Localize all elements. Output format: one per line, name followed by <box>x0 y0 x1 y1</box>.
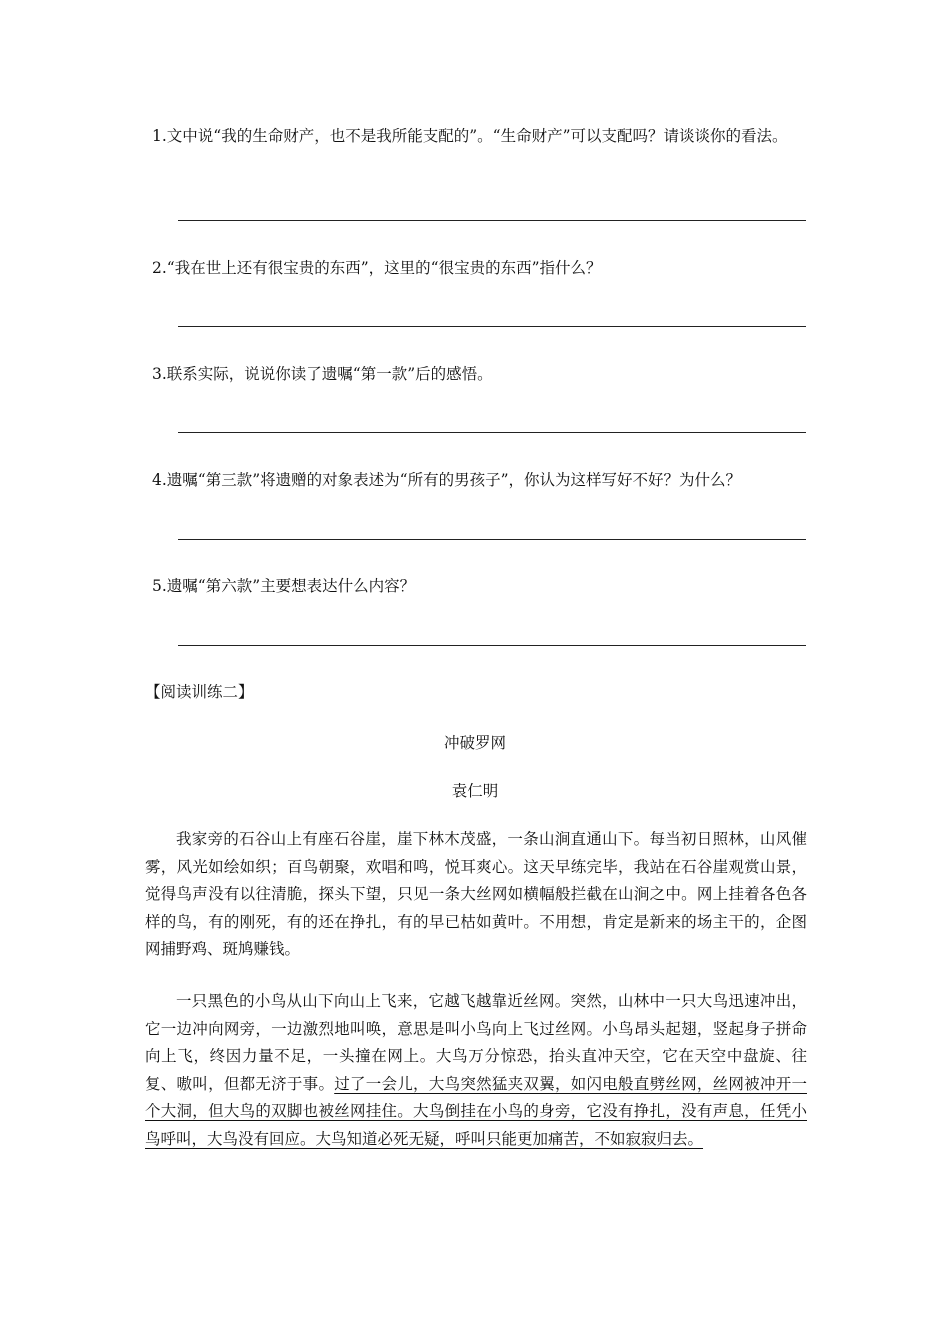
answer-line-4 <box>178 539 806 540</box>
question-2-text: “我在世上还有很宝贵的东西”，这里的“很宝贵的东西”指什么？ <box>166 259 602 277</box>
passage-paragraph-2 <box>145 988 807 1153</box>
question-3 <box>145 359 815 389</box>
passage-paragraph-1: 我家旁的石谷山上有座石谷崖，崖下林木茂盛，一条山涧直通山下。每当初日照林，山风催雾，风光如绘如织；百鸟朝聚，欢唱和鸣，悦耳爽心。这天早练完毕，我站在石谷崖观赏山景，觉得鸟声没有以往清脆，探头下望，只见一条大丝网如横幅般拦截在山涧之中。网上挂着各色各样的鸟，有的刚死，有的还在挣扎，有的早已枯如黄叶。不用想，肯定是新来的场主干的，企图网捕野鸡、斑鸠赚钱。 <box>145 830 807 958</box>
question-2-number: 2. <box>152 259 167 277</box>
paragraph-2-text: 一只黑色的小鸟从山下向山上飞来，它越飞越靠近丝网。突然，山林中一只大鸟迅速冲出，它一边冲向网旁，一边激烈地叫唤，意思是叫小鸟向上飞过丝网。小鸟昂头起翅，竖起身子拼命向上飞，终因力量不足，一头撞在网上。大鸟万分惊恐，抬头直冲天空，它在天空中盘旋、往复、嗷叫，但都无济于事。 <box>145 992 807 1093</box>
question-4-number: 4. <box>152 471 167 489</box>
question-1-text: 文中说“我的生命财产，也不是我所能支配的”。“生命财产”可以支配吗？请谈谈你的看法。 <box>166 127 788 145</box>
answer-line-1 <box>178 220 806 221</box>
question-5-text: 遗嘱“第六款”主要想表达什么内容？ <box>166 577 416 595</box>
underlined-sentence: 过了一会儿，大鸟突然猛夹双翼，如闪电般直劈丝网，丝网被冲开一个大洞，但大鸟的双脚也被丝网挂住。大鸟倒挂在小鸟的身旁，它没有挣扎，没有声息，任凭小鸟呼叫，大鸟没有回应。大鸟知道必死无疑，呼叫只能更加痛苦，不如寂寂归去。 <box>145 1074 807 1148</box>
question-1 <box>145 121 815 151</box>
question-5-number: 5. <box>152 577 167 595</box>
answer-line-3 <box>178 432 806 433</box>
answer-line-5 <box>178 645 806 646</box>
question-4 <box>145 465 815 495</box>
question-1-number: 1. <box>152 127 167 145</box>
question-3-number: 3. <box>152 365 167 383</box>
question-4-text: 遗嘱“第三款”将遗赠的对象表述为“所有的男孩子”，你认为这样写好不好？为什么？ <box>166 471 741 489</box>
answer-line-2 <box>178 326 806 327</box>
passage-author: 袁仁明 <box>451 782 499 800</box>
question-2 <box>145 253 815 283</box>
question-5 <box>145 571 815 601</box>
passage-title: 冲破罗网 <box>443 734 506 752</box>
question-3-text: 联系实际，说说你读了遗嘱“第一款”后的感悟。 <box>166 365 493 383</box>
section-heading: 【阅读训练二】 <box>145 683 254 701</box>
